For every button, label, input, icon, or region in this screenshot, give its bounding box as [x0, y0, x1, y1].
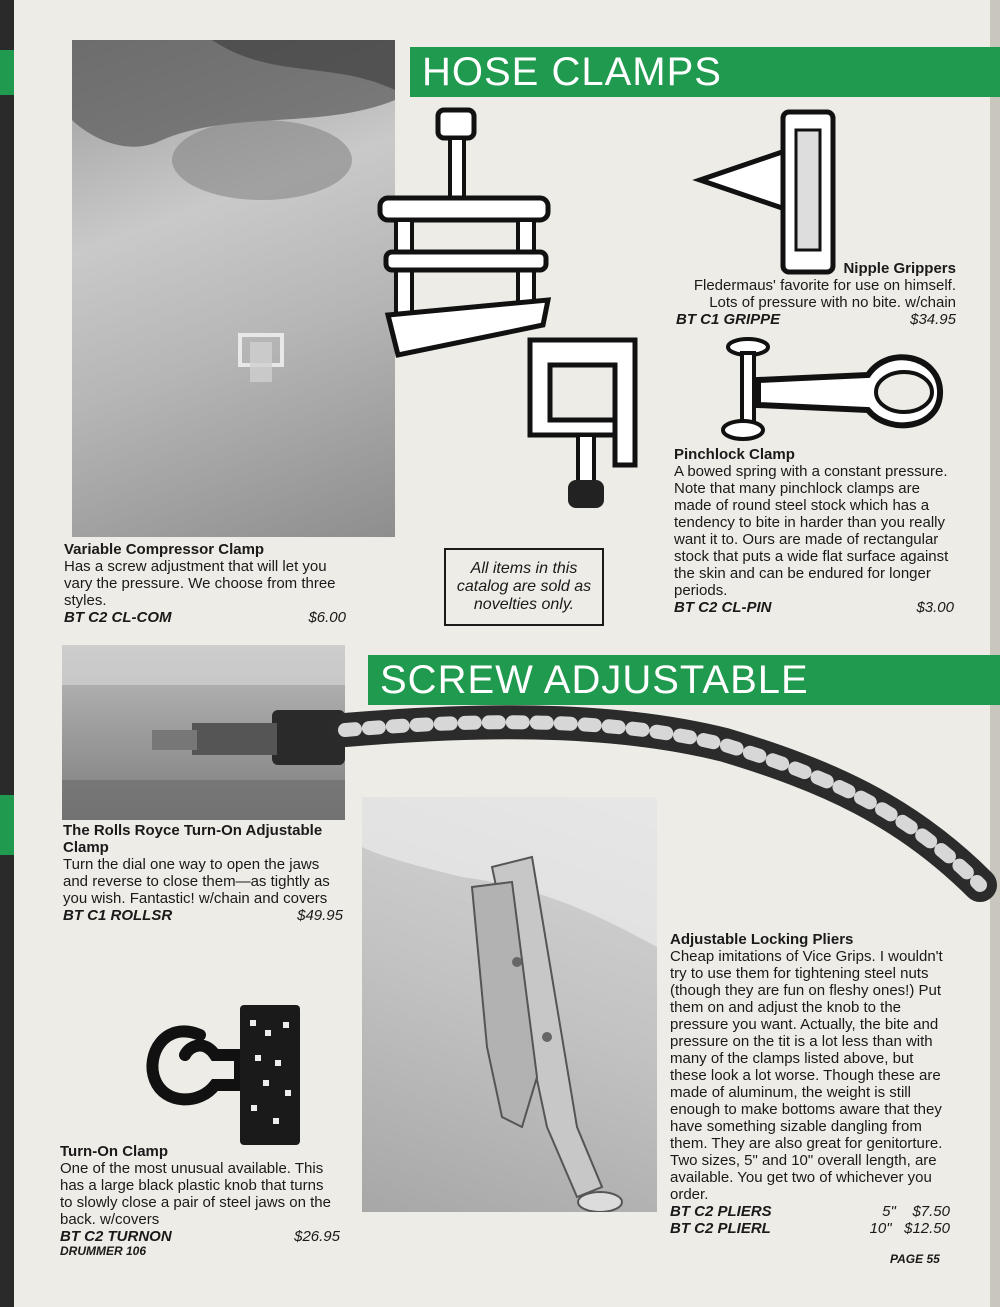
item-code: BT C2 PLIERS	[670, 1203, 772, 1220]
magazine-issue-label: DRUMMER 106	[60, 1244, 147, 1258]
item-title: Variable Compressor Clamp	[64, 541, 265, 558]
item-size-price	[870, 1220, 950, 1237]
item-price: $26.95	[294, 1228, 340, 1245]
left-page-edge	[0, 0, 14, 1307]
item-code-row	[674, 599, 954, 616]
item-size-price	[882, 1203, 950, 1220]
item-size: 5"	[882, 1203, 896, 1220]
item-code-row	[64, 609, 346, 626]
compressor-clamp-drawing	[378, 110, 553, 365]
rolls-royce-clamp-item	[63, 822, 343, 924]
item-price: $6.00	[308, 609, 346, 626]
hose-clamps-heading: HOSE CLAMPS	[422, 50, 722, 94]
item-code-row	[676, 311, 956, 328]
right-page-edge	[990, 0, 1000, 1307]
item-title: Adjustable Locking Pliers	[670, 931, 854, 948]
item-title: Nipple Grippers	[843, 260, 956, 277]
item-price: $3.00	[916, 599, 954, 616]
c-clamp-drawing	[520, 330, 640, 515]
item-description: Has a screw adjustment that will let you vary the pressure. We choose from three styles.	[64, 558, 336, 609]
edge-green-tab	[0, 795, 14, 855]
pinchlock-clamp-item	[674, 446, 954, 616]
turn-on-clamp-item	[60, 1143, 340, 1245]
item-title: Turn-On Clamp	[60, 1143, 169, 1160]
edge-green-tab	[0, 50, 14, 95]
item-description: Fledermaus' favorite for use on himself. Lots of pressure with no bite. w/chain	[693, 277, 956, 311]
item-code: BT C1 ROLLSR	[63, 907, 173, 924]
item-description: Cheap imitations of Vice Grips. I wouldn't try to use them for tightening steel nuts (though they are fun on fleshy ones!) Put them on and adjust the knob to the pressure you want. Actually, the bite and pressure on the tit is a lot less than with many of the clamps listed above, but these look a lot worse. Though these are made of aluminum, the weight is still enough to make bottoms aware that they have something sizable dangling from them. They are also great for genitorture. Two sizes, 5" and 10" overall length, are available. You get two of whichever you order.	[670, 948, 943, 1203]
pinchlock-clamp-drawing	[718, 335, 948, 445]
item-description: Turn the dial one way to open the jaws and reverse to close them—as tightly as you wish. Fantastic! w/chain and covers	[63, 856, 330, 907]
item-code: BT C2 CL-PIN	[674, 599, 772, 616]
item-description: One of the most unusual available. This has a large black plastic knob that turns to slowly close a pair of steel jaws on the back. w/covers	[60, 1160, 331, 1228]
locking-pliers-item	[670, 931, 950, 1237]
page-number-label: PAGE 55	[890, 1252, 940, 1266]
item-price: $34.95	[910, 311, 956, 328]
novelty-notice-box	[444, 548, 604, 626]
item-code: BT C1 GRIPPE	[676, 311, 781, 328]
variable-compressor-clamp-item	[64, 541, 346, 626]
item-code: BT C2 CL-COM	[64, 609, 172, 626]
item-code-row	[670, 1203, 950, 1220]
item-price: $7.50	[912, 1203, 950, 1220]
variable-clamp-photo	[72, 40, 395, 537]
item-code: BT C2 PLIERL	[670, 1220, 771, 1237]
item-price: $12.50	[904, 1220, 950, 1237]
item-size: 10"	[869, 1220, 892, 1237]
item-title: Pinchlock Clamp	[674, 446, 795, 463]
novelty-notice-text: All items in this catalog are sold as novelties only.	[456, 560, 592, 613]
item-code-row	[60, 1228, 340, 1245]
item-code-row	[670, 1220, 950, 1237]
chain-illustration	[345, 690, 985, 900]
item-code-row	[63, 907, 343, 924]
turn-on-clamp-drawing	[145, 1000, 305, 1150]
screw-adjustable-heading: SCREW ADJUSTABLE	[380, 658, 809, 702]
rolls-royce-clamp-photo	[62, 645, 345, 820]
nipple-grippers-drawing	[698, 110, 858, 275]
item-price: $49.95	[297, 907, 343, 924]
item-description: A bowed spring with a constant pressure. Note that many pinchlock clamps are made of round steel stock which has a tendency to bite in harder than you really want it to. Ours are made of rectangular stock that puts a wide flat surface against the skin and can be endured for longer periods.	[674, 463, 949, 599]
nipple-grippers-item	[676, 260, 956, 328]
hose-clamps-banner	[410, 47, 1000, 97]
item-title: The Rolls Royce Turn-On Adjustable Clamp	[63, 822, 323, 856]
item-code: BT C2 TURNON	[60, 1228, 172, 1245]
